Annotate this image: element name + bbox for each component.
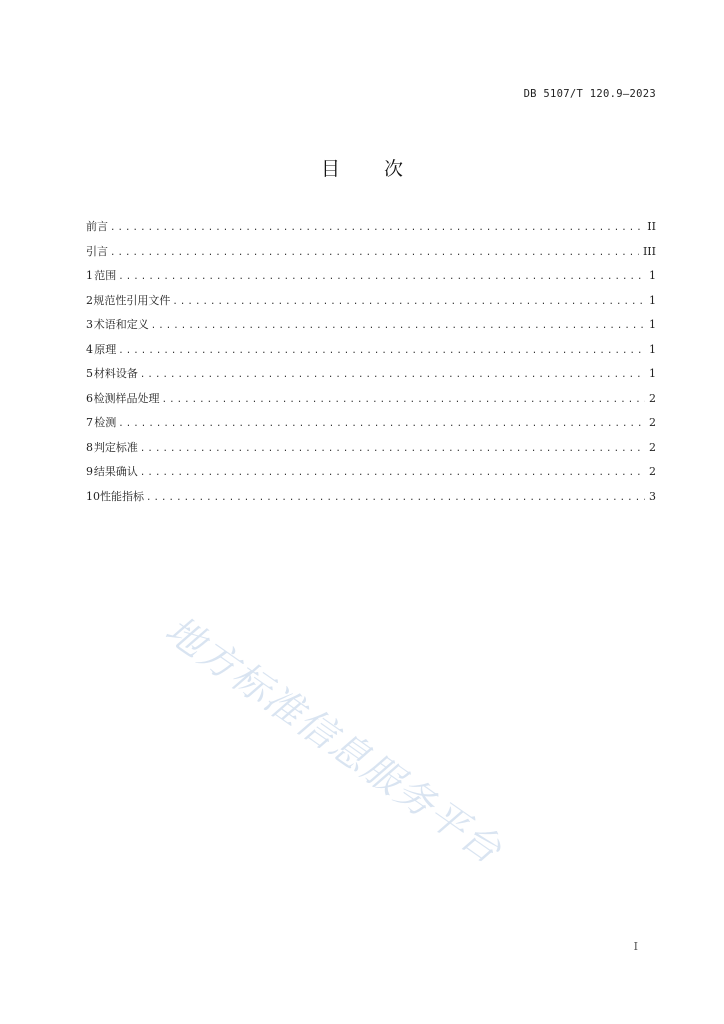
toc-entry[interactable] [86,267,656,292]
toc-leader-dots [140,370,645,380]
toc-leader-dots [110,248,639,258]
watermark: 地方标准信息服务平台 [157,607,511,873]
toc-entry[interactable] [86,488,656,513]
toc-entry-number: 8 [86,440,93,454]
toc-entry[interactable] [86,414,656,439]
toc-entry-label: 范围 [94,269,117,282]
toc-leader-dots [140,444,645,454]
toc-entry-page: 2 [649,465,656,478]
toc-entry-number: 5 [86,367,93,380]
toc-entry-label: 引言 [86,244,108,258]
toc-leader-dots [162,395,645,405]
toc-leader-dots [140,468,645,478]
toc-entry-number: 4 [86,342,93,356]
toc-title-char-2: 次 [384,158,404,180]
toc-leader-dots [118,272,645,282]
toc-entry-label: 性能指标 [100,489,144,503]
toc-entry-page: 1 [649,367,656,380]
document-code: DB 5107/T 120.9—2023 [523,88,656,100]
toc-entry-page: 1 [649,269,656,282]
toc-entry-number: 7 [86,416,93,429]
toc-entry[interactable] [86,365,656,390]
toc-leader-dots [118,419,645,429]
toc-entry-number: 9 [86,465,93,478]
toc-entry-number: 6 [86,391,93,405]
toc-entry-page: 1 [649,342,656,356]
toc-entry-page: 2 [649,440,656,454]
toc-entry-page: III [642,244,656,258]
toc-entry[interactable] [86,463,656,488]
toc-entry-label: 检测样品处理 [93,391,160,405]
toc-entry-page: 1 [649,293,656,307]
toc-entry-number: 3 [86,318,93,331]
toc-entry-label: 术语和定义 [93,318,149,331]
toc-entry[interactable] [86,218,656,243]
toc-entry-page: II [647,220,656,233]
toc-entry-label: 规范性引用文件 [93,293,171,307]
toc-entry[interactable] [86,316,656,341]
toc-entry[interactable] [86,341,656,366]
toc-entry[interactable] [86,292,656,317]
toc-entry-page: 3 [649,489,656,503]
toc-leader-dots [146,493,645,503]
toc-title-char-1: 目 [320,158,340,180]
toc-entry-number: 1 [86,269,93,282]
toc-leader-dots [172,297,645,307]
toc-leader-dots [118,346,645,356]
toc-entry-number: 2 [86,293,93,307]
toc-entry[interactable] [86,243,656,268]
toc-entry-number: 10 [86,489,100,503]
toc-leader-dots [110,223,643,233]
toc-entry-label: 判定标准 [93,440,138,454]
toc-entry-label: 前言 [86,220,108,233]
toc-entry[interactable] [86,439,656,464]
toc-entry-page: 1 [649,318,656,331]
toc-entry-label: 材料设备 [93,367,138,380]
toc-entry-label: 结果确认 [93,465,138,478]
toc-entry[interactable] [86,390,656,415]
toc-leader-dots [151,321,645,331]
toc-entry-page: 2 [649,416,656,429]
page-number: I [633,940,638,953]
toc-entry-label: 原理 [94,342,117,356]
toc-entry-page: 2 [649,391,656,405]
table-of-contents [86,218,656,512]
toc-entry-label: 检测 [94,416,117,429]
toc-title [0,154,724,181]
